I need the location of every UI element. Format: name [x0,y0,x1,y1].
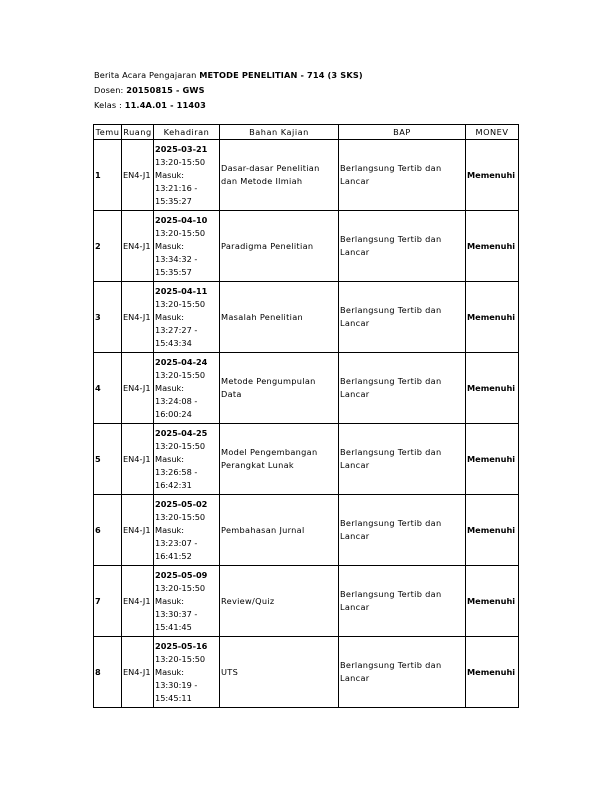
cell-kehadiran [154,637,220,708]
attendance-date: 2025-05-09 [155,569,208,580]
cell-kehadiran [154,495,220,566]
attendance-date: 2025-03-21 [155,143,208,154]
attendance-masuk-label: Masuk: [155,169,185,180]
attendance-masuk-time: 13:34:32 - 15:35:57 [155,253,198,277]
course-title: METODE PENELITIAN - 714 (3 SKS) [199,70,363,80]
attendance-date: 2025-04-24 [155,356,208,367]
cell-bap: Berlangsung Tertib dan Lancar [339,424,466,495]
attendance-masuk-label: Masuk: [155,453,185,464]
cell-temu: 8 [94,637,122,708]
cell-bahan-kajian: Metode Pengumpulan Data [220,353,339,424]
cell-temu: 2 [94,211,122,282]
cell-ruang: EN4-J1 [122,353,154,424]
cell-kehadiran [154,140,220,211]
cell-bap: Berlangsung Tertib dan Lancar [339,211,466,282]
attendance-schedule: 13:20-15:50 [155,653,206,664]
cell-monev: Memenuhi [466,566,519,637]
attendance-masuk-time: 13:30:19 - 15:45:11 [155,679,198,703]
attendance-schedule: 13:20-15:50 [155,369,206,380]
cell-ruang: EN4-J1 [122,424,154,495]
cell-ruang: EN4-J1 [122,140,154,211]
attendance-date: 2025-05-02 [155,498,208,509]
cell-bahan-kajian: Pembahasan Jurnal [220,495,339,566]
class-prefix: Kelas : [94,100,125,110]
column-header-bahan-kajian: Bahan Kajian [220,125,339,140]
table-row [94,282,519,353]
teaching-record-table [93,124,519,708]
attendance-schedule: 13:20-15:50 [155,156,206,167]
cell-temu: 3 [94,282,122,353]
attendance-masuk-time: 13:23:07 - 16:41:52 [155,537,198,561]
cell-bahan-kajian: Model Pengembangan Perangkat Lunak [220,424,339,495]
table-row [94,140,519,211]
cell-monev: Memenuhi [466,140,519,211]
attendance-masuk-time: 13:30:37 - 15:41:45 [155,608,198,632]
attendance-schedule: 13:20-15:50 [155,227,206,238]
class-line [94,98,363,113]
lecturer-prefix: Dosen: [94,85,127,95]
table-row [94,566,519,637]
document-header [94,68,363,113]
attendance-masuk-label: Masuk: [155,666,185,677]
cell-ruang: EN4-J1 [122,282,154,353]
table-row [94,637,519,708]
cell-monev: Memenuhi [466,495,519,566]
table-row [94,495,519,566]
attendance-masuk-label: Masuk: [155,311,185,322]
table-row [94,353,519,424]
attendance-schedule: 13:20-15:50 [155,440,206,451]
attendance-masuk-label: Masuk: [155,524,185,535]
table-row [94,211,519,282]
attendance-schedule: 13:20-15:50 [155,298,206,309]
cell-temu: 7 [94,566,122,637]
cell-kehadiran [154,282,220,353]
table-row [94,424,519,495]
column-header-temu: Temu [94,125,122,140]
attendance-masuk-label: Masuk: [155,382,185,393]
cell-monev: Memenuhi [466,282,519,353]
table-header-row [94,125,519,140]
cell-bap: Berlangsung Tertib dan Lancar [339,637,466,708]
attendance-masuk-label: Masuk: [155,595,185,606]
cell-ruang: EN4-J1 [122,211,154,282]
cell-monev: Memenuhi [466,424,519,495]
cell-bahan-kajian: Review/Quiz [220,566,339,637]
cell-bap: Berlangsung Tertib dan Lancar [339,282,466,353]
cell-bap: Berlangsung Tertib dan Lancar [339,495,466,566]
cell-kehadiran [154,566,220,637]
cell-monev: Memenuhi [466,211,519,282]
lecturer-value: 20150815 - GWS [126,85,205,95]
lecturer-line [94,83,363,98]
cell-bap: Berlangsung Tertib dan Lancar [339,566,466,637]
attendance-masuk-label: Masuk: [155,240,185,251]
cell-bap: Berlangsung Tertib dan Lancar [339,353,466,424]
cell-ruang: EN4-J1 [122,637,154,708]
attendance-masuk-time: 13:24:08 - 16:00:24 [155,395,198,419]
cell-kehadiran [154,211,220,282]
attendance-date: 2025-04-11 [155,285,208,296]
cell-bahan-kajian: Masalah Penelitian [220,282,339,353]
column-header-kehadiran: Kehadiran [154,125,220,140]
cell-temu: 4 [94,353,122,424]
attendance-date: 2025-04-10 [155,214,208,225]
course-title-line [94,68,363,83]
cell-monev: Memenuhi [466,353,519,424]
cell-bap: Berlangsung Tertib dan Lancar [339,140,466,211]
cell-temu: 5 [94,424,122,495]
cell-kehadiran [154,353,220,424]
attendance-masuk-time: 13:26:58 - 16:42:31 [155,466,198,490]
cell-bahan-kajian: Paradigma Penelitian [220,211,339,282]
attendance-date: 2025-05-16 [155,640,208,651]
cell-temu: 1 [94,140,122,211]
cell-bahan-kajian: Dasar-dasar Penelitian dan Metode Ilmiah [220,140,339,211]
cell-ruang: EN4-J1 [122,495,154,566]
class-value: 11.4A.01 - 11403 [124,100,206,110]
attendance-schedule: 13:20-15:50 [155,582,206,593]
attendance-masuk-time: 13:21:16 - 15:35:27 [155,182,198,206]
attendance-schedule: 13:20-15:50 [155,511,206,522]
cell-bahan-kajian: UTS [220,637,339,708]
column-header-bap: BAP [339,125,466,140]
cell-monev: Memenuhi [466,637,519,708]
attendance-masuk-time: 13:27:27 - 15:43:34 [155,324,198,348]
cell-temu: 6 [94,495,122,566]
course-title-prefix: Berita Acara Pengajaran [94,70,200,80]
cell-ruang: EN4-J1 [122,566,154,637]
column-header-ruang: Ruang [122,125,154,140]
attendance-date: 2025-04-25 [155,427,208,438]
cell-kehadiran [154,424,220,495]
column-header-monev: MONEV [466,125,519,140]
